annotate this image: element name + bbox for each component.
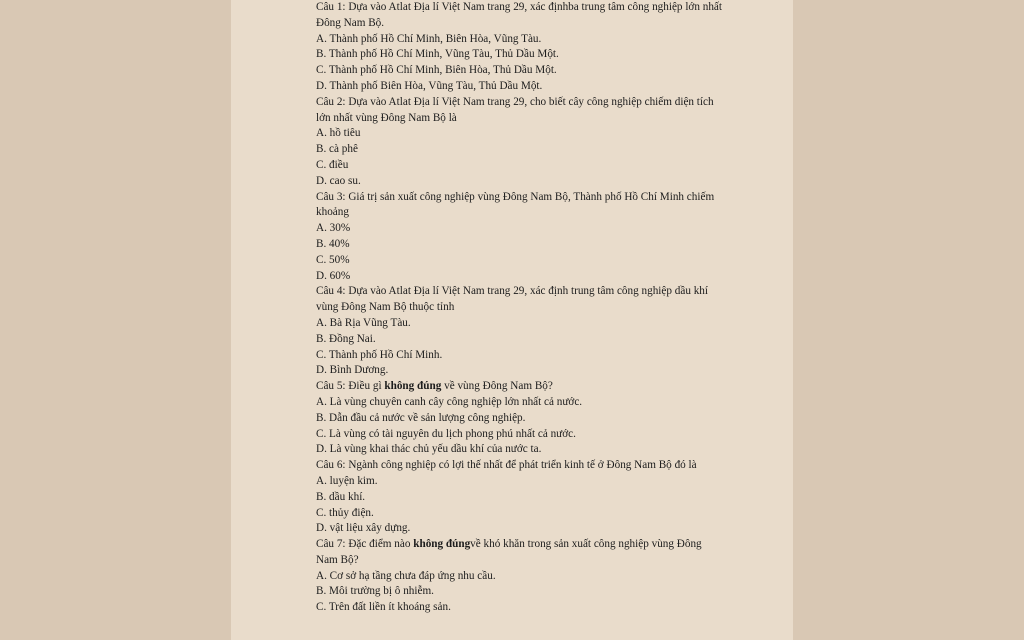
document-page [231,0,793,640]
question-5-option-a: A. Là vùng chuyên canh cây công nghiệp lớn nhất cả nước. [316,395,583,408]
question-3-option-c: C. 50% [316,253,350,266]
question-5 [316,379,726,458]
question-1-stem: Câu 1: Dựa vào Atlat Địa lí Việt Nam trang 29, xác địnhba trung tâm công nghiệp lớn nhất Đông Nam Bộ. [316,1,722,29]
question-4-option-d: D. Bình Dương. [316,364,389,377]
question-2-stem: Câu 2: Dựa vào Atlat Địa lí Việt Nam trang 29, cho biết cây công nghiệp chiếm diện tích lớn nhất vùng Đông Nam Bộ là [316,95,714,124]
question-4-option-b: B. Đồng Nai. [316,332,376,345]
question-2-option-b: B. cà phê [316,143,358,156]
question-3-option-d: D. 60% [316,269,351,282]
question-7-stem-pre: Câu 7: Đặc điểm nào [316,538,414,551]
question-6-option-d: D. vật liệu xây dựng. [316,522,411,535]
question-1-option-d: D. Thành phố Biên Hòa, Vũng Tàu, Thủ Dầu Một. [316,79,543,92]
question-6-stem: Câu 6: Ngành công nghiệp có lợi thế nhất để phát triển kinh tế ở Đông Nam Bộ đó là [316,459,697,472]
question-5-stem-post: về vùng Đông Nam Bộ? [441,380,553,393]
question-4-option-a: A. Bà Rịa Vũng Tàu. [316,316,411,329]
question-5-option-b: B. Dẫn đầu cả nước về sản lượng công nghiệp. [316,411,526,424]
question-5-stem-pre: Câu 5: Điều gì [316,380,385,393]
question-2 [316,95,726,190]
question-1 [316,0,726,95]
question-4-stem: Câu 4: Dựa vào Atlat Địa lí Việt Nam trang 29, xác định trung tâm công nghiệp dầu khí vùng Đông Nam Bộ thuộc tỉnh [316,285,709,314]
quiz-content [316,0,726,616]
question-4-option-c: C. Thành phố Hồ Chí Minh. [316,348,443,361]
question-7-option-c: C. Trên đất liền ít khoáng sản. [316,601,451,614]
question-1-option-a: A. Thành phố Hồ Chí Minh, Biên Hòa, Vũng Tàu. [316,32,542,45]
question-3 [316,190,726,285]
question-7-stem [316,537,726,569]
question-6 [316,458,726,537]
question-7-stem-emphasis: không đúng [413,538,471,551]
question-2-option-a: A. hồ tiêu [316,127,361,140]
question-5-stem [316,379,726,395]
question-7-option-a: A. Cơ sở hạ tầng chưa đáp ứng nhu cầu. [316,569,496,582]
question-5-stem-emphasis: không đúng [384,380,442,393]
question-5-option-c: C. Là vùng có tài nguyên du lịch phong phú nhất cả nước. [316,427,576,440]
question-6-option-b: B. dầu khí. [316,490,366,503]
question-7-option-b: B. Môi trường bị ô nhiễm. [316,585,434,598]
question-2-option-d: D. cao su. [316,174,361,187]
question-3-option-a: A. 30% [316,222,351,235]
question-7-stem-post: về khó khăn trong sản xuất công nghiệp vùng Đông Nam Bộ? [316,538,702,566]
question-6-option-c: C. thủy điện. [316,506,374,519]
question-3-option-b: B. 40% [316,237,350,250]
question-1-option-b: B. Thành phố Hồ Chí Minh, Vũng Tàu, Thủ Dầu Một. [316,48,559,61]
question-2-option-c: C. điều [316,158,349,171]
question-3-stem: Câu 3: Giá trị sản xuất công nghiệp vùng Đông Nam Bộ, Thành phố Hồ Chí Minh chiếm khoảng [316,190,715,219]
question-7 [316,537,726,616]
question-5-option-d: D. Là vùng khai thác chủ yếu dầu khí của nước ta. [316,443,542,456]
question-1-option-c: C. Thành phố Hồ Chí Minh, Biên Hòa, Thủ Dầu Một. [316,64,557,77]
question-4 [316,284,726,379]
question-6-option-a: A. luyện kim. [316,474,378,487]
